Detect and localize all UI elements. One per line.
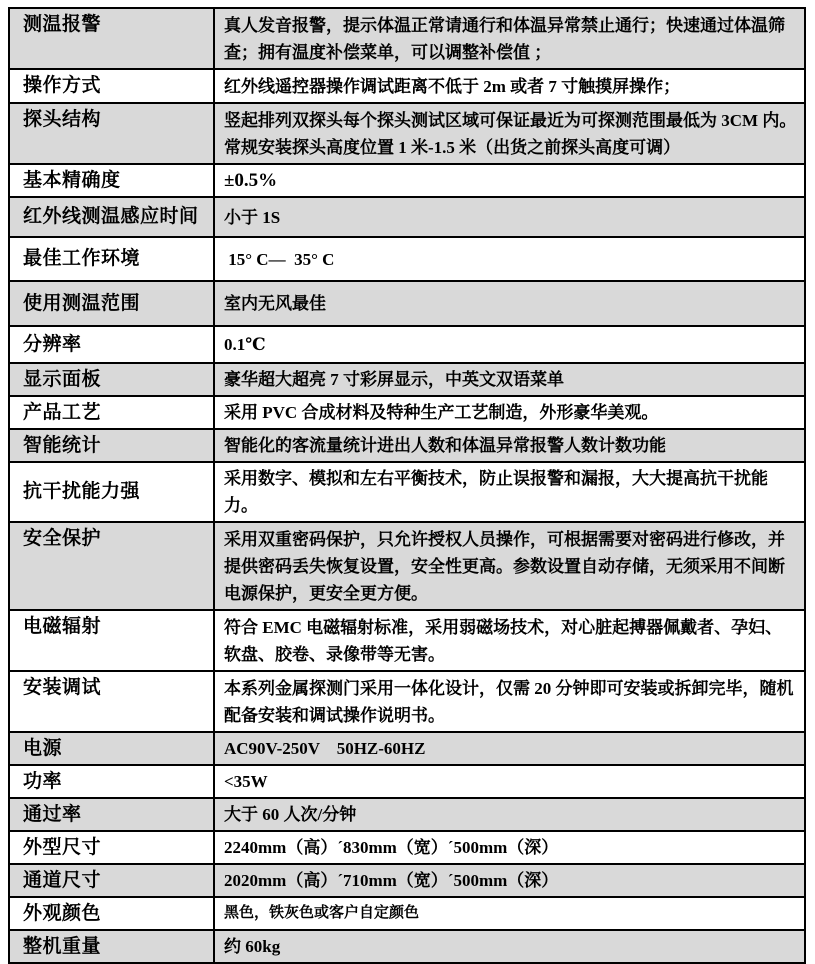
spec-label: 通过率: [9, 798, 214, 831]
spec-label: 测温报警: [9, 8, 214, 69]
spec-value: 本系列金属探测门采用一体化设计，仅需 20 分钟即可安装或拆卸完毕，随机配备安装和调试操作说明书。: [214, 671, 805, 732]
table-row: [9, 930, 805, 963]
table-row: [9, 831, 805, 864]
spec-label: 电磁辐射: [9, 610, 214, 671]
spec-label: 整机重量: [9, 930, 214, 963]
spec-label: 探头结构: [9, 103, 214, 164]
table-row: [9, 864, 805, 897]
spec-value: 0.1℃: [214, 326, 805, 363]
table-row: [9, 8, 805, 69]
spec-label: 使用测温范围: [9, 281, 214, 326]
spec-label: 电源: [9, 732, 214, 765]
table-row: [9, 69, 805, 103]
spec-label: 最佳工作环境: [9, 237, 214, 281]
spec-value: 采用数字、模拟和左右平衡技术，防止误报警和漏报，大大提高抗干扰能力。: [214, 462, 805, 522]
spec-label: 操作方式: [9, 69, 214, 103]
spec-value: ±0.5%: [214, 164, 805, 197]
spec-value: 符合 EMC 电磁辐射标准，采用弱磁场技术，对心脏起搏器佩戴者、孕妇、软盘、胶卷、录像带等无害。: [214, 610, 805, 671]
spec-label: 安全保护: [9, 522, 214, 610]
table-row: [9, 732, 805, 765]
table-row: [9, 798, 805, 831]
spec-value: 豪华超大超亮 7 寸彩屏显示，中英文双语菜单: [214, 363, 805, 396]
spec-value: 智能化的客流量统计进出人数和体温异常报警人数计数功能: [214, 429, 805, 462]
spec-value: 黑色，铁灰色或客户自定颜色: [214, 897, 805, 930]
spec-table: [8, 7, 806, 964]
spec-label: 外型尺寸: [9, 831, 214, 864]
spec-value: 采用双重密码保护，只允许授权人员操作，可根据需要对密码进行修改，并提供密码丢失恢复设置，安全性更高。参数设置自动存储，无须采用不间断电源保护，更安全更方便。: [214, 522, 805, 610]
spec-value: 真人发音报警，提示体温正常请通行和体温异常禁止通行；快速通过体温筛查；拥有温度补偿菜单，可以调整补偿值 ；: [214, 8, 805, 69]
spec-value: 红外线遥控器操作调试距离不低于 2m 或者 7 寸触摸屏操作；: [214, 69, 805, 103]
spec-value: 采用 PVC 合成材料及特种生产工艺制造，外形豪华美观。: [214, 396, 805, 429]
table-row: [9, 396, 805, 429]
table-row: [9, 429, 805, 462]
spec-value: 15° C— 35° C: [214, 237, 805, 281]
table-row: [9, 671, 805, 732]
table-row: [9, 237, 805, 281]
table-row: [9, 765, 805, 798]
spec-value: <35W: [214, 765, 805, 798]
table-row: [9, 897, 805, 930]
table-row: [9, 281, 805, 326]
table-row: [9, 610, 805, 671]
table-row: [9, 164, 805, 197]
spec-value: 室内无风最佳: [214, 281, 805, 326]
spec-label: 功率: [9, 765, 214, 798]
table-row: [9, 363, 805, 396]
spec-label: 基本精确度: [9, 164, 214, 197]
spec-value: 小于 1S: [214, 197, 805, 237]
spec-label: 产品工艺: [9, 396, 214, 429]
table-row: [9, 197, 805, 237]
spec-value: 竖起排列双探头每个探头测试区域可保证最近为可探测范围最低为 3CM 内。常规安装探头高度位置 1 米-1.5 米（出货之前探头高度可调）: [214, 103, 805, 164]
spec-value: 2020mm（高）´710mm（宽）´500mm（深）: [214, 864, 805, 897]
table-row: [9, 326, 805, 363]
spec-label: 智能统计: [9, 429, 214, 462]
spec-label: 外观颜色: [9, 897, 214, 930]
spec-value: 大于 60 人次/分钟: [214, 798, 805, 831]
spec-label: 安装调试: [9, 671, 214, 732]
spec-label: 红外线测温感应时间: [9, 197, 214, 237]
table-row: [9, 522, 805, 610]
table-row: [9, 103, 805, 164]
spec-label: 通道尺寸: [9, 864, 214, 897]
spec-value: AC90V-250V 50HZ-60HZ: [214, 732, 805, 765]
spec-label: 分辨率: [9, 326, 214, 363]
spec-value: 2240mm（高）´830mm（宽）´500mm（深）: [214, 831, 805, 864]
spec-value: 约 60kg: [214, 930, 805, 963]
spec-label: 显示面板: [9, 363, 214, 396]
table-row: [9, 462, 805, 522]
spec-label: 抗干扰能力强: [9, 462, 214, 522]
